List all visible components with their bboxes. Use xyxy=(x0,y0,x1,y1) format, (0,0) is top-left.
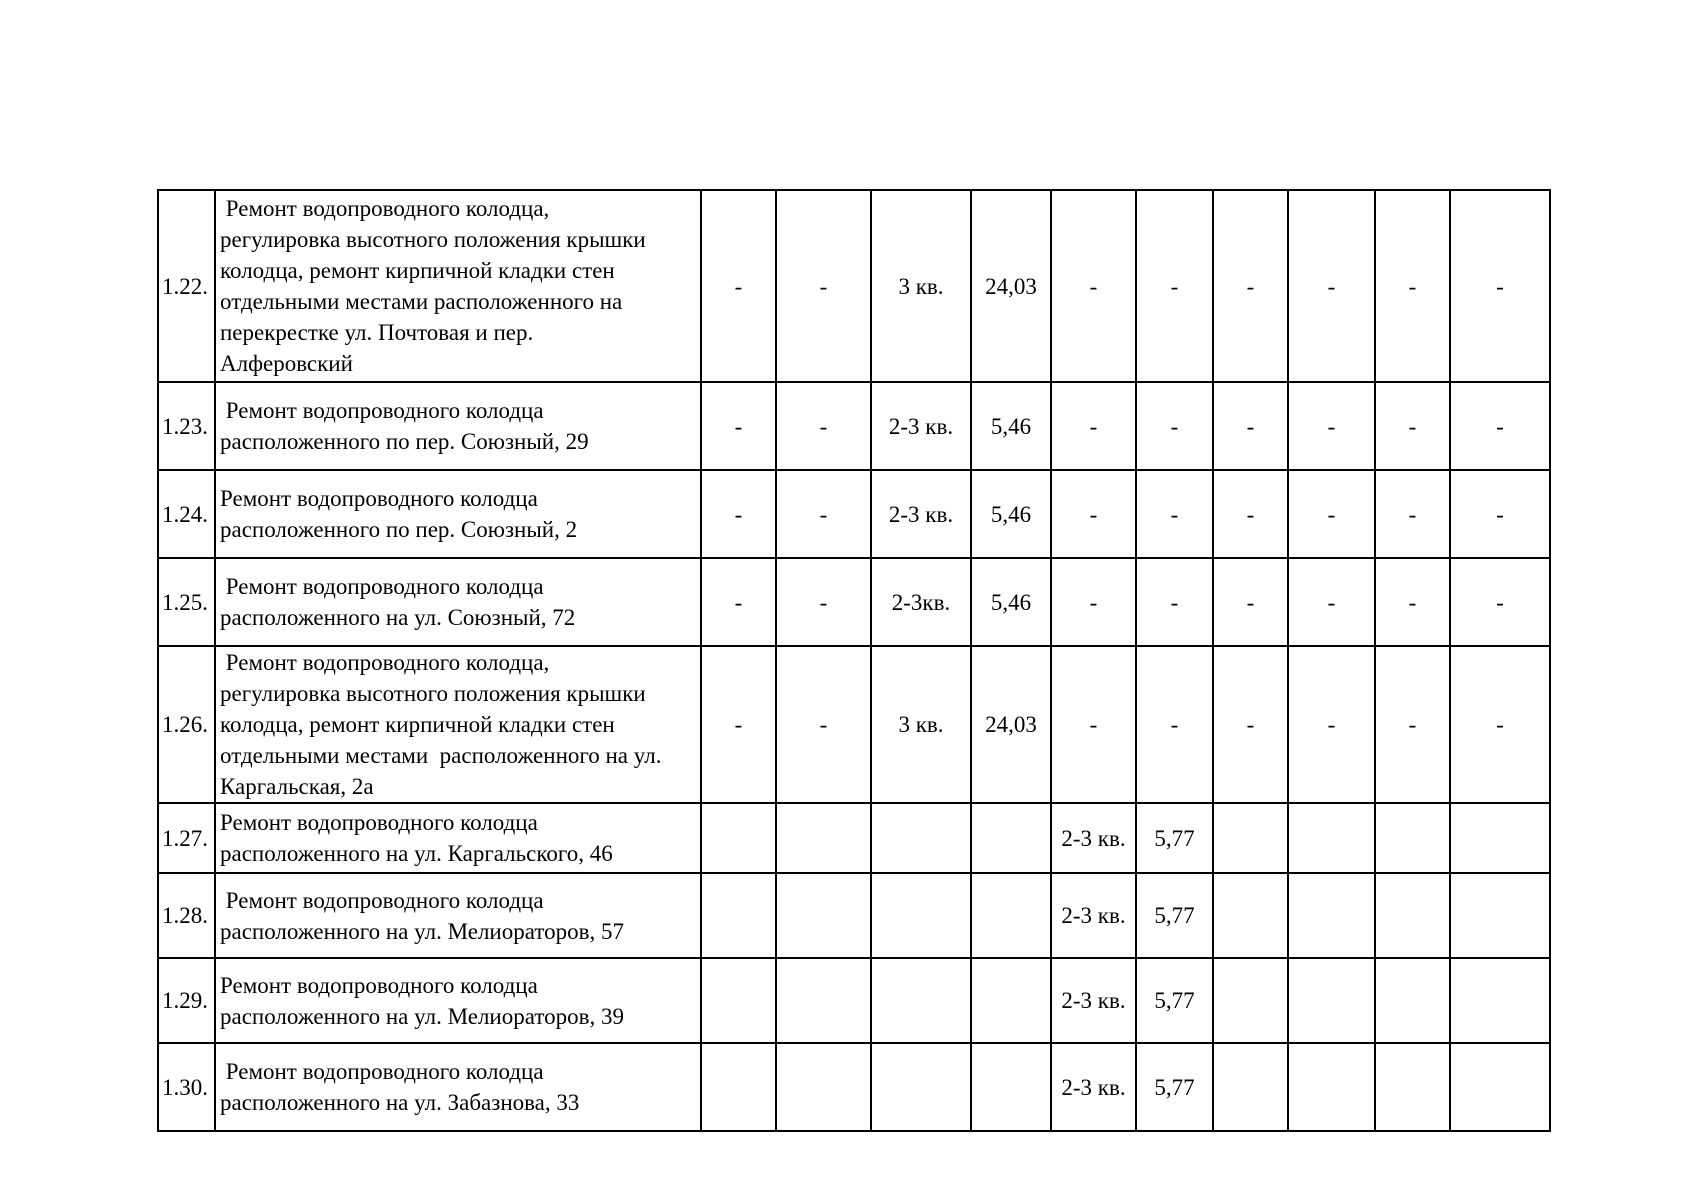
table-cell: 5,77 xyxy=(1136,958,1213,1043)
table-cell: - xyxy=(776,190,871,382)
table-cell: 5,77 xyxy=(1136,1043,1213,1131)
table-cell: - xyxy=(1213,470,1288,558)
table-cell: - xyxy=(776,558,871,646)
row-number: 1.29. xyxy=(158,958,215,1043)
table-cell: - xyxy=(1051,190,1136,382)
table-cell xyxy=(1375,958,1450,1043)
table-cell: - xyxy=(776,470,871,558)
table-cell: 2-3 кв. xyxy=(1051,1043,1136,1131)
table-row xyxy=(158,190,1550,382)
table-cell: - xyxy=(1213,190,1288,382)
table-cell xyxy=(1375,873,1450,958)
table-cell xyxy=(1213,958,1288,1043)
table-cell: 5,77 xyxy=(1136,803,1213,873)
table-cell xyxy=(1450,1043,1550,1131)
table-cell: - xyxy=(1450,190,1550,382)
table-cell: 24,03 xyxy=(971,190,1051,382)
row-number: 1.28. xyxy=(158,873,215,958)
table-cell xyxy=(1375,803,1450,873)
row-description: Ремонт водопроводного колодца расположенного на ул. Каргальского, 46 xyxy=(215,803,701,873)
table-cell xyxy=(1450,803,1550,873)
table-cell: - xyxy=(1375,558,1450,646)
table-cell: 5,46 xyxy=(971,470,1051,558)
table-cell xyxy=(1213,803,1288,873)
table-cell: - xyxy=(701,646,776,803)
table-cell: - xyxy=(1450,646,1550,803)
table-cell: 3 кв. xyxy=(871,190,971,382)
table-row xyxy=(158,470,1550,558)
row-number: 1.24. xyxy=(158,470,215,558)
table-cell: 2-3 кв. xyxy=(1051,803,1136,873)
table-row xyxy=(158,382,1550,470)
table-cell: 2-3 кв. xyxy=(871,470,971,558)
table-cell: - xyxy=(701,190,776,382)
table-cell xyxy=(871,1043,971,1131)
table-cell: - xyxy=(1136,646,1213,803)
table-row xyxy=(158,1043,1550,1131)
table-cell xyxy=(1288,1043,1375,1131)
table-cell: - xyxy=(1213,558,1288,646)
table-cell: - xyxy=(1288,558,1375,646)
table-cell xyxy=(776,803,871,873)
table-cell: 2-3кв. xyxy=(871,558,971,646)
row-description: Ремонт водопроводного колодца расположенного на ул. Мелиораторов, 39 xyxy=(215,958,701,1043)
table-cell xyxy=(1288,958,1375,1043)
table-cell: 5,46 xyxy=(971,382,1051,470)
table-cell xyxy=(776,1043,871,1131)
table-row xyxy=(158,646,1550,803)
table-cell: 2-3 кв. xyxy=(871,382,971,470)
row-number: 1.27. xyxy=(158,803,215,873)
row-number: 1.30. xyxy=(158,1043,215,1131)
row-description: Ремонт водопроводного колодца расположенного по пер. Союзный, 2 xyxy=(215,470,701,558)
table-cell: - xyxy=(701,558,776,646)
table-cell: - xyxy=(1213,646,1288,803)
table-cell xyxy=(971,1043,1051,1131)
table-cell: - xyxy=(701,470,776,558)
table-cell: - xyxy=(1213,382,1288,470)
table-cell xyxy=(971,803,1051,873)
works-table xyxy=(157,189,1551,1132)
table-cell: - xyxy=(776,382,871,470)
table-cell: - xyxy=(776,646,871,803)
table-cell xyxy=(871,958,971,1043)
table-cell: - xyxy=(1051,558,1136,646)
table-cell: - xyxy=(1375,470,1450,558)
row-description: Ремонт водопроводного колодца, регулировка высотного положения крышки колодца, ремонт кирпичной кладки стен отдельными местами расположенного на ул. Каргальская, 2а xyxy=(215,646,701,803)
table-cell: 24,03 xyxy=(971,646,1051,803)
table-cell: - xyxy=(1288,646,1375,803)
table-cell: - xyxy=(1136,470,1213,558)
table-row xyxy=(158,803,1550,873)
table-cell: 5,46 xyxy=(971,558,1051,646)
table-cell xyxy=(1450,958,1550,1043)
table-cell xyxy=(971,958,1051,1043)
table-cell xyxy=(776,958,871,1043)
table-cell: - xyxy=(1450,470,1550,558)
row-description: Ремонт водопроводного колодца расположенного по пер. Союзный, 29 xyxy=(215,382,701,470)
table-cell: - xyxy=(1136,190,1213,382)
table-cell: - xyxy=(1288,190,1375,382)
table-cell xyxy=(1288,803,1375,873)
table-cell: 3 кв. xyxy=(871,646,971,803)
table-cell: 2-3 кв. xyxy=(1051,958,1136,1043)
table-cell: - xyxy=(1288,382,1375,470)
table-cell xyxy=(1213,873,1288,958)
row-number: 1.26. xyxy=(158,646,215,803)
table-row xyxy=(158,873,1550,958)
table-cell xyxy=(701,1043,776,1131)
table-cell: 2-3 кв. xyxy=(1051,873,1136,958)
table-cell: - xyxy=(1375,190,1450,382)
table-cell xyxy=(871,873,971,958)
table-cell: - xyxy=(701,382,776,470)
table-cell xyxy=(1375,1043,1450,1131)
table-cell xyxy=(701,803,776,873)
table-cell: - xyxy=(1375,382,1450,470)
row-number: 1.22. xyxy=(158,190,215,382)
table-cell xyxy=(871,803,971,873)
row-description: Ремонт водопроводного колодца расположенного на ул. Союзный, 72 xyxy=(215,558,701,646)
row-description: Ремонт водопроводного колодца расположенного на ул. Забазнова, 33 xyxy=(215,1043,701,1131)
table-cell xyxy=(776,873,871,958)
table-row xyxy=(158,558,1550,646)
table-cell xyxy=(971,873,1051,958)
table-cell xyxy=(701,958,776,1043)
table-cell: - xyxy=(1450,558,1550,646)
table-cell xyxy=(1450,873,1550,958)
table-body xyxy=(158,190,1550,1131)
row-number: 1.23. xyxy=(158,382,215,470)
table-cell: - xyxy=(1051,382,1136,470)
table-cell: - xyxy=(1051,646,1136,803)
table-cell: - xyxy=(1450,382,1550,470)
table-cell xyxy=(701,873,776,958)
table-cell: - xyxy=(1288,470,1375,558)
table-cell: - xyxy=(1375,646,1450,803)
table-cell: 5,77 xyxy=(1136,873,1213,958)
row-description: Ремонт водопроводного колодца, регулировка высотного положения крышки колодца, ремонт кирпичной кладки стен отдельными местами расположенного на перекрестке ул. Почтовая и пер. Алферовский xyxy=(215,190,701,382)
row-description: Ремонт водопроводного колодца расположенного на ул. Мелиораторов, 57 xyxy=(215,873,701,958)
table-cell xyxy=(1213,1043,1288,1131)
table-row xyxy=(158,958,1550,1043)
table-cell: - xyxy=(1051,470,1136,558)
table-cell xyxy=(1288,873,1375,958)
table-cell: - xyxy=(1136,558,1213,646)
table-cell: - xyxy=(1136,382,1213,470)
row-number: 1.25. xyxy=(158,558,215,646)
